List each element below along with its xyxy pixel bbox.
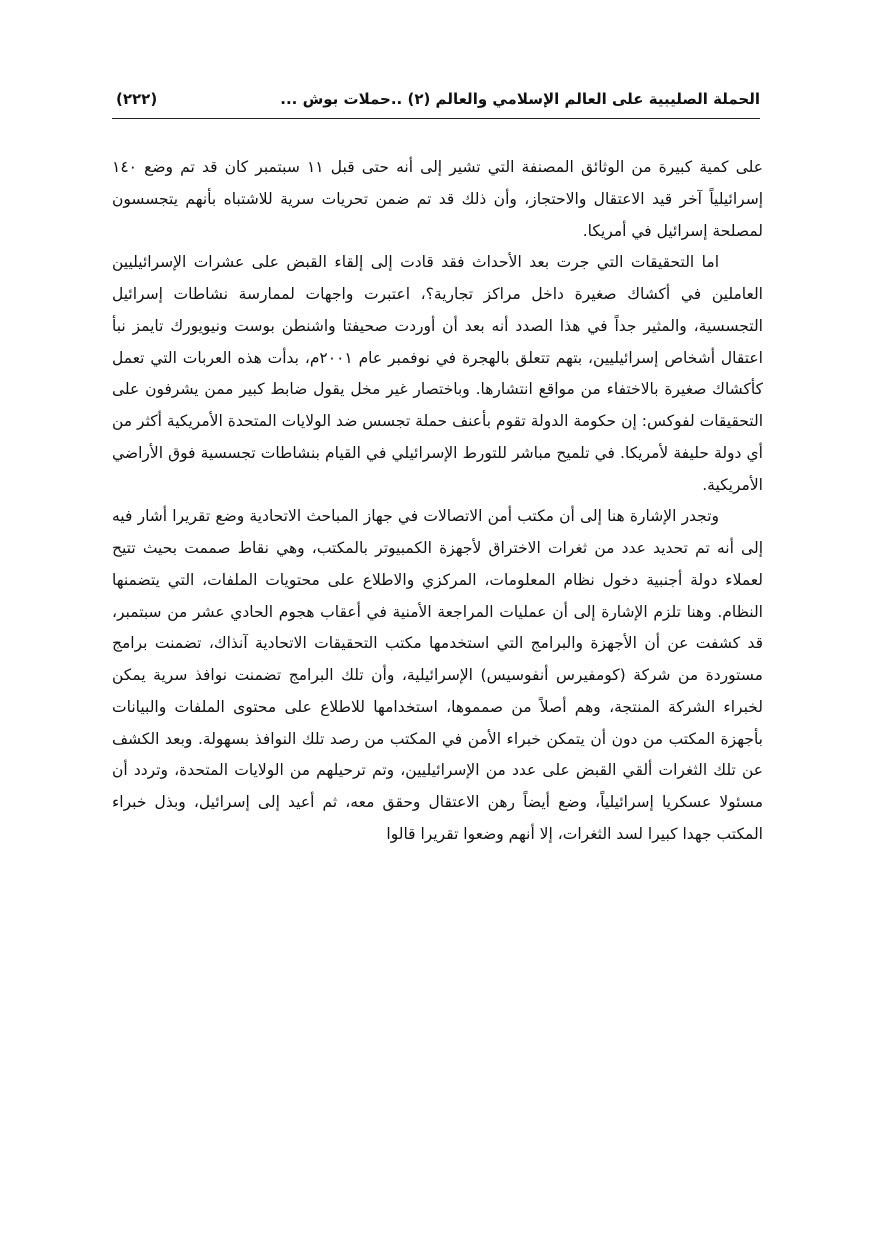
paragraph: وتجدر الإشارة هنا إلى أن مكتب أمن الاتصالات في جهاز المباحث الاتحادية وضع تقريرا أشار فيه إلى أنه تم تحديد عدد من ثغرات الاختراق لأجهزة الكمبيوتر بالمكتب، وهي نقاط صممت بحيث تتيح لعملاء دولة أجنبية دخول نظام المعلومات، المركزي والاطلاع على محتويات الملفات، التي يتضمنها النظام. وهنا تلزم الإشارة إلى أن عمليات المراجعة الأمنية في أعقاب هجوم الحادي عشر من سبتمبر، قد كشفت عن أن الأجهزة والبرامج التي استخدمها مكتب التحقيقات الاتحادية آنذاك، تضمنت برامج مستوردة من شركة (كومفيرس أنفوسيس) الإسرائيلية، وأن تلك البرامج تضمنت نوافذ سرية يمكن لخبراء الشركة المنتجة، وهم أصلاً من صمموها، استخدامها للاطلاع على محتوى الملفات والبيانات بأجهزة المكتب من دون أن يتمكن خبراء الأمن في المكتب من رصد تلك النوافذ بسهولة. وبعد الكشف عن تلك الثغرات ألقي القبض على عدد من الإسرائيليين، وتم ترحيلهم من الولايات المتحدة، وتردد أن مسئولا عسكريا إسرائيلياً، وضع أيضاً رهن الاعتقال وحقق معه، ثم أعيد إلى إسرائيل، وبذل خبراء المكتب جهدا كبيرا لسد الثغرات، إلا أنهم وضعوا تقريرا قالوا xyxy=(112,507,763,843)
body-text xyxy=(112,152,763,851)
page-header xyxy=(112,88,760,119)
page-number: (٢٢٢) xyxy=(116,90,158,108)
paragraph: على كمية كبيرة من الوثائق المصنفة التي تشير إلى أنه حتى قبل ١١ سبتمبر كان قد تم وضع ١٤٠ إسرائيلياً آخر قيد الاعتقال والاحتجاز، وأن ذلك قد تم ضمن تحريات سرية للاشتباه بأنهم يتجسسون لمصلحة إسرائيل في أمريكا. xyxy=(112,158,763,240)
running-title: الحملة الصليبية على العالم الإسلامي والعالم (٢) ..حملات بوش ... xyxy=(280,90,760,108)
paragraph: اما التحقيقات التي جرت بعد الأحداث فقد قادت إلى إلقاء القبض على عشرات الإسرائيليين العاملين في أكشاك صغيرة داخل مراكز تجارية؟، اعتبرت واجهات لممارسة نشاطات إسرائيل التجسسية، والمثير جداً في هذا الصدد أنه بعد أن أوردت صحيفتا واشنطن بوست ونيويورك تايمز نبأ اعتقال أشخاص إسرائيليين، بتهم تتعلق بالهجرة في نوفمبر عام ٢٠٠١م، بدأت هذه العربات التي تعمل كأكشاك صغيرة بالاختفاء من مواقع انتشارها. وباختصار غير مخل يقول ضابط كبير ممن يشرفون على التحقيقات لفوكس: إن حكومة الدولة تقوم بأعنف حملة تجسس ضد الولايات المتحدة الأمريكية أكثر من أي دولة حليفة لأمريكا. في تلميح مباشر للتورط الإسرائيلي في القيام بنشاطات تجسسية فوق الأراضي الأمريكية. xyxy=(112,253,763,494)
